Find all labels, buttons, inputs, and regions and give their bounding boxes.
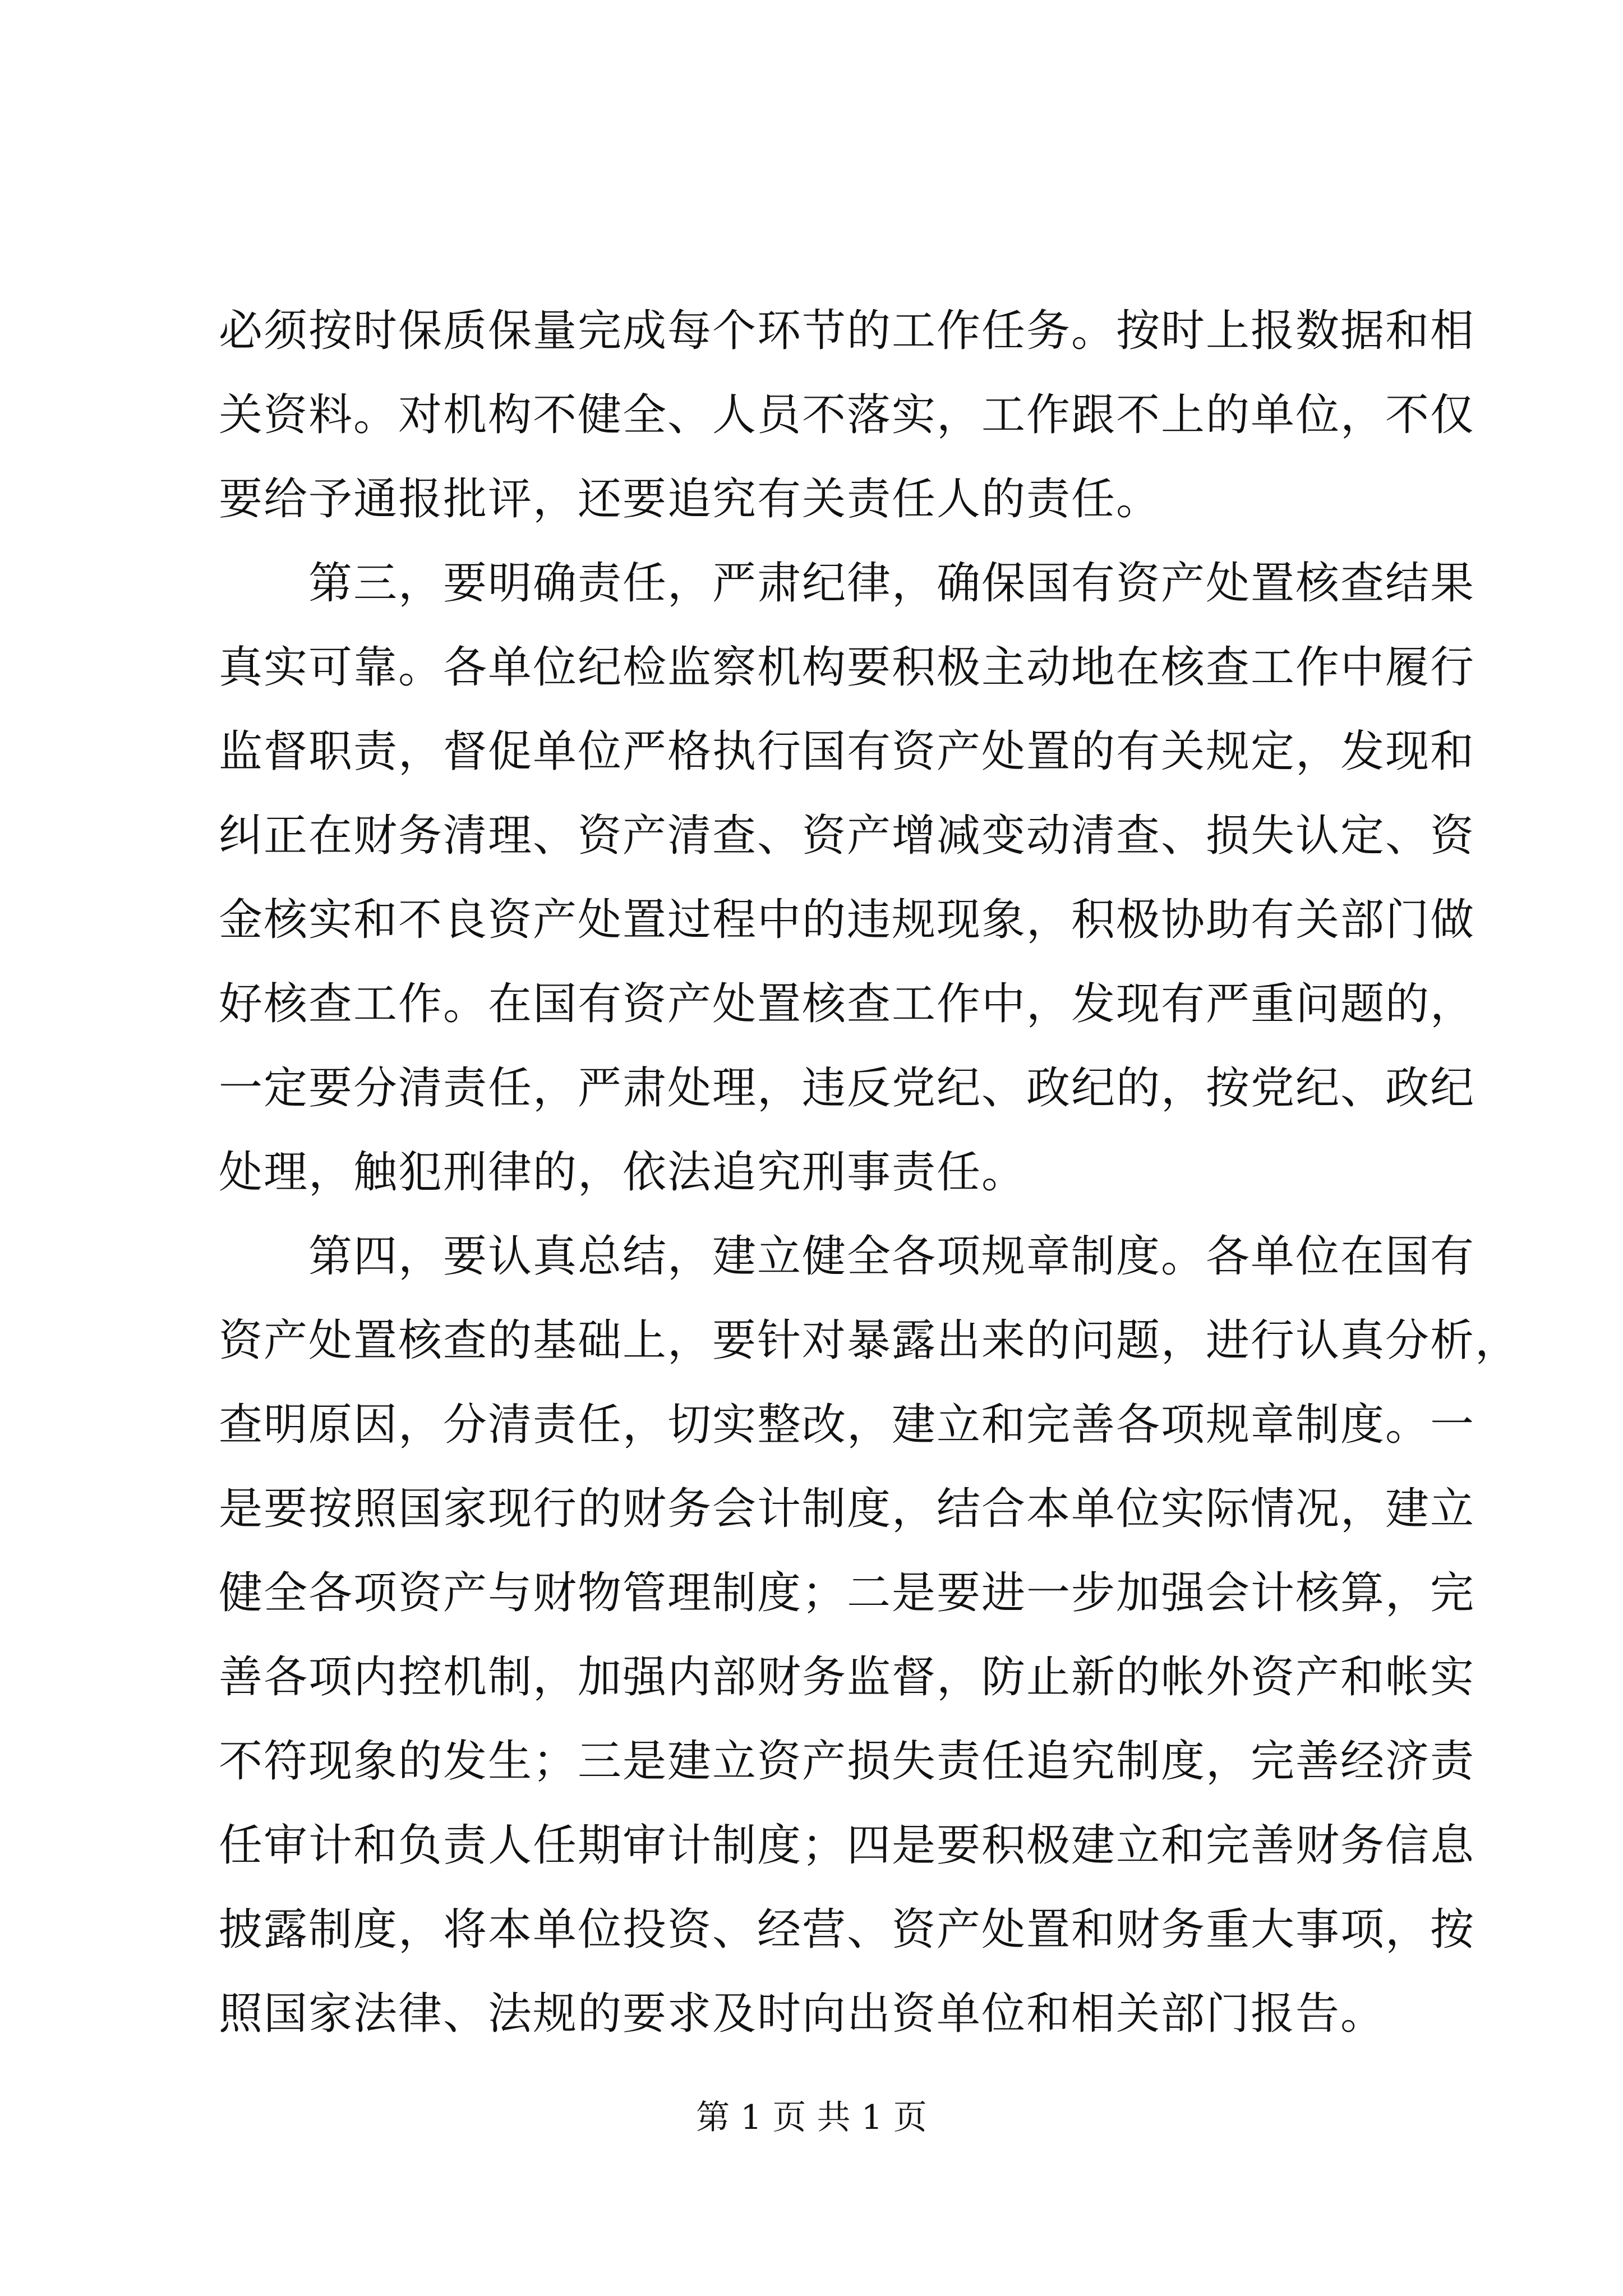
text-line: 纠正在财务清理、资产清查、资产增减变动清查、损失认定、资 [219,811,1476,861]
text-line: 查明原因，分清责任，切实整改，建立和完善各项规章制度。一 [219,1400,1476,1450]
text-line: 一定要分清责任，严肃处理，违反党纪、政纪的，按党纪、政纪 [219,1063,1476,1114]
text-line: 第四，要认真总结，建立健全各项规章制度。各单位在国有 [308,1231,1476,1282]
text-line: 健全各项资产与财物管理制度；二是要进一步加强会计核算，完 [219,1568,1476,1618]
text-line: 善各项内控机制，加强内部财务监督，防止新的帐外资产和帐实 [219,1652,1476,1703]
paragraph [219,1214,1520,2056]
text-line: 好核查工作。在国有资产处置核查工作中，发现有严重问题的， [219,979,1476,1029]
text-line: 任审计和负责人任期审计制度；四是要积极建立和完善财务信息 [219,1820,1476,1871]
text-line: 处理，触犯刑律的，依法追究刑事责任。 [219,1147,1027,1198]
text-line: 真实可靠。各单位纪检监察机构要积极主动地在核查工作中履行 [219,642,1476,693]
paragraph [219,289,1476,541]
text-line: 要给予通报批评，还要追究有关责任人的责任。 [219,474,1161,524]
text-line: 金核实和不良资产处置过程中的违规现象，积极协助有关部门做 [219,895,1476,945]
document-body [219,289,1520,2056]
text-line: 不符现象的发生；三是建立资产损失责任追究制度，完善经济责 [219,1736,1476,1787]
paragraph [219,541,1476,1214]
text-line: 关资料。对机构不健全、人员不落实，工作跟不上的单位，不仅 [219,390,1476,440]
text-line: 第三，要明确责任，严肃纪律，确保国有资产处置核查结果 [308,558,1476,609]
text-line: 照国家法律、法规的要求及时向出资单位和相关部门报告。 [219,1989,1386,2039]
text-line: 监督职责，督促单位严格执行国有资产处置的有关规定，发现和 [219,726,1476,777]
page-footer: 第 1 页 共 1 页 [696,2098,927,2137]
text-line: 披露制度，将本单位投资、经营、资产处置和财务重大事项，按 [219,1904,1476,1955]
text-line: 资产处置核查的基础上，要针对暴露出来的问题，进行认真分析， [219,1315,1520,1366]
text-line: 是要按照国家现行的财务会计制度，结合本单位实际情况，建立 [219,1484,1476,1534]
text-line: 必须按时保质保量完成每个环节的工作任务。按时上报数据和相 [219,306,1476,356]
